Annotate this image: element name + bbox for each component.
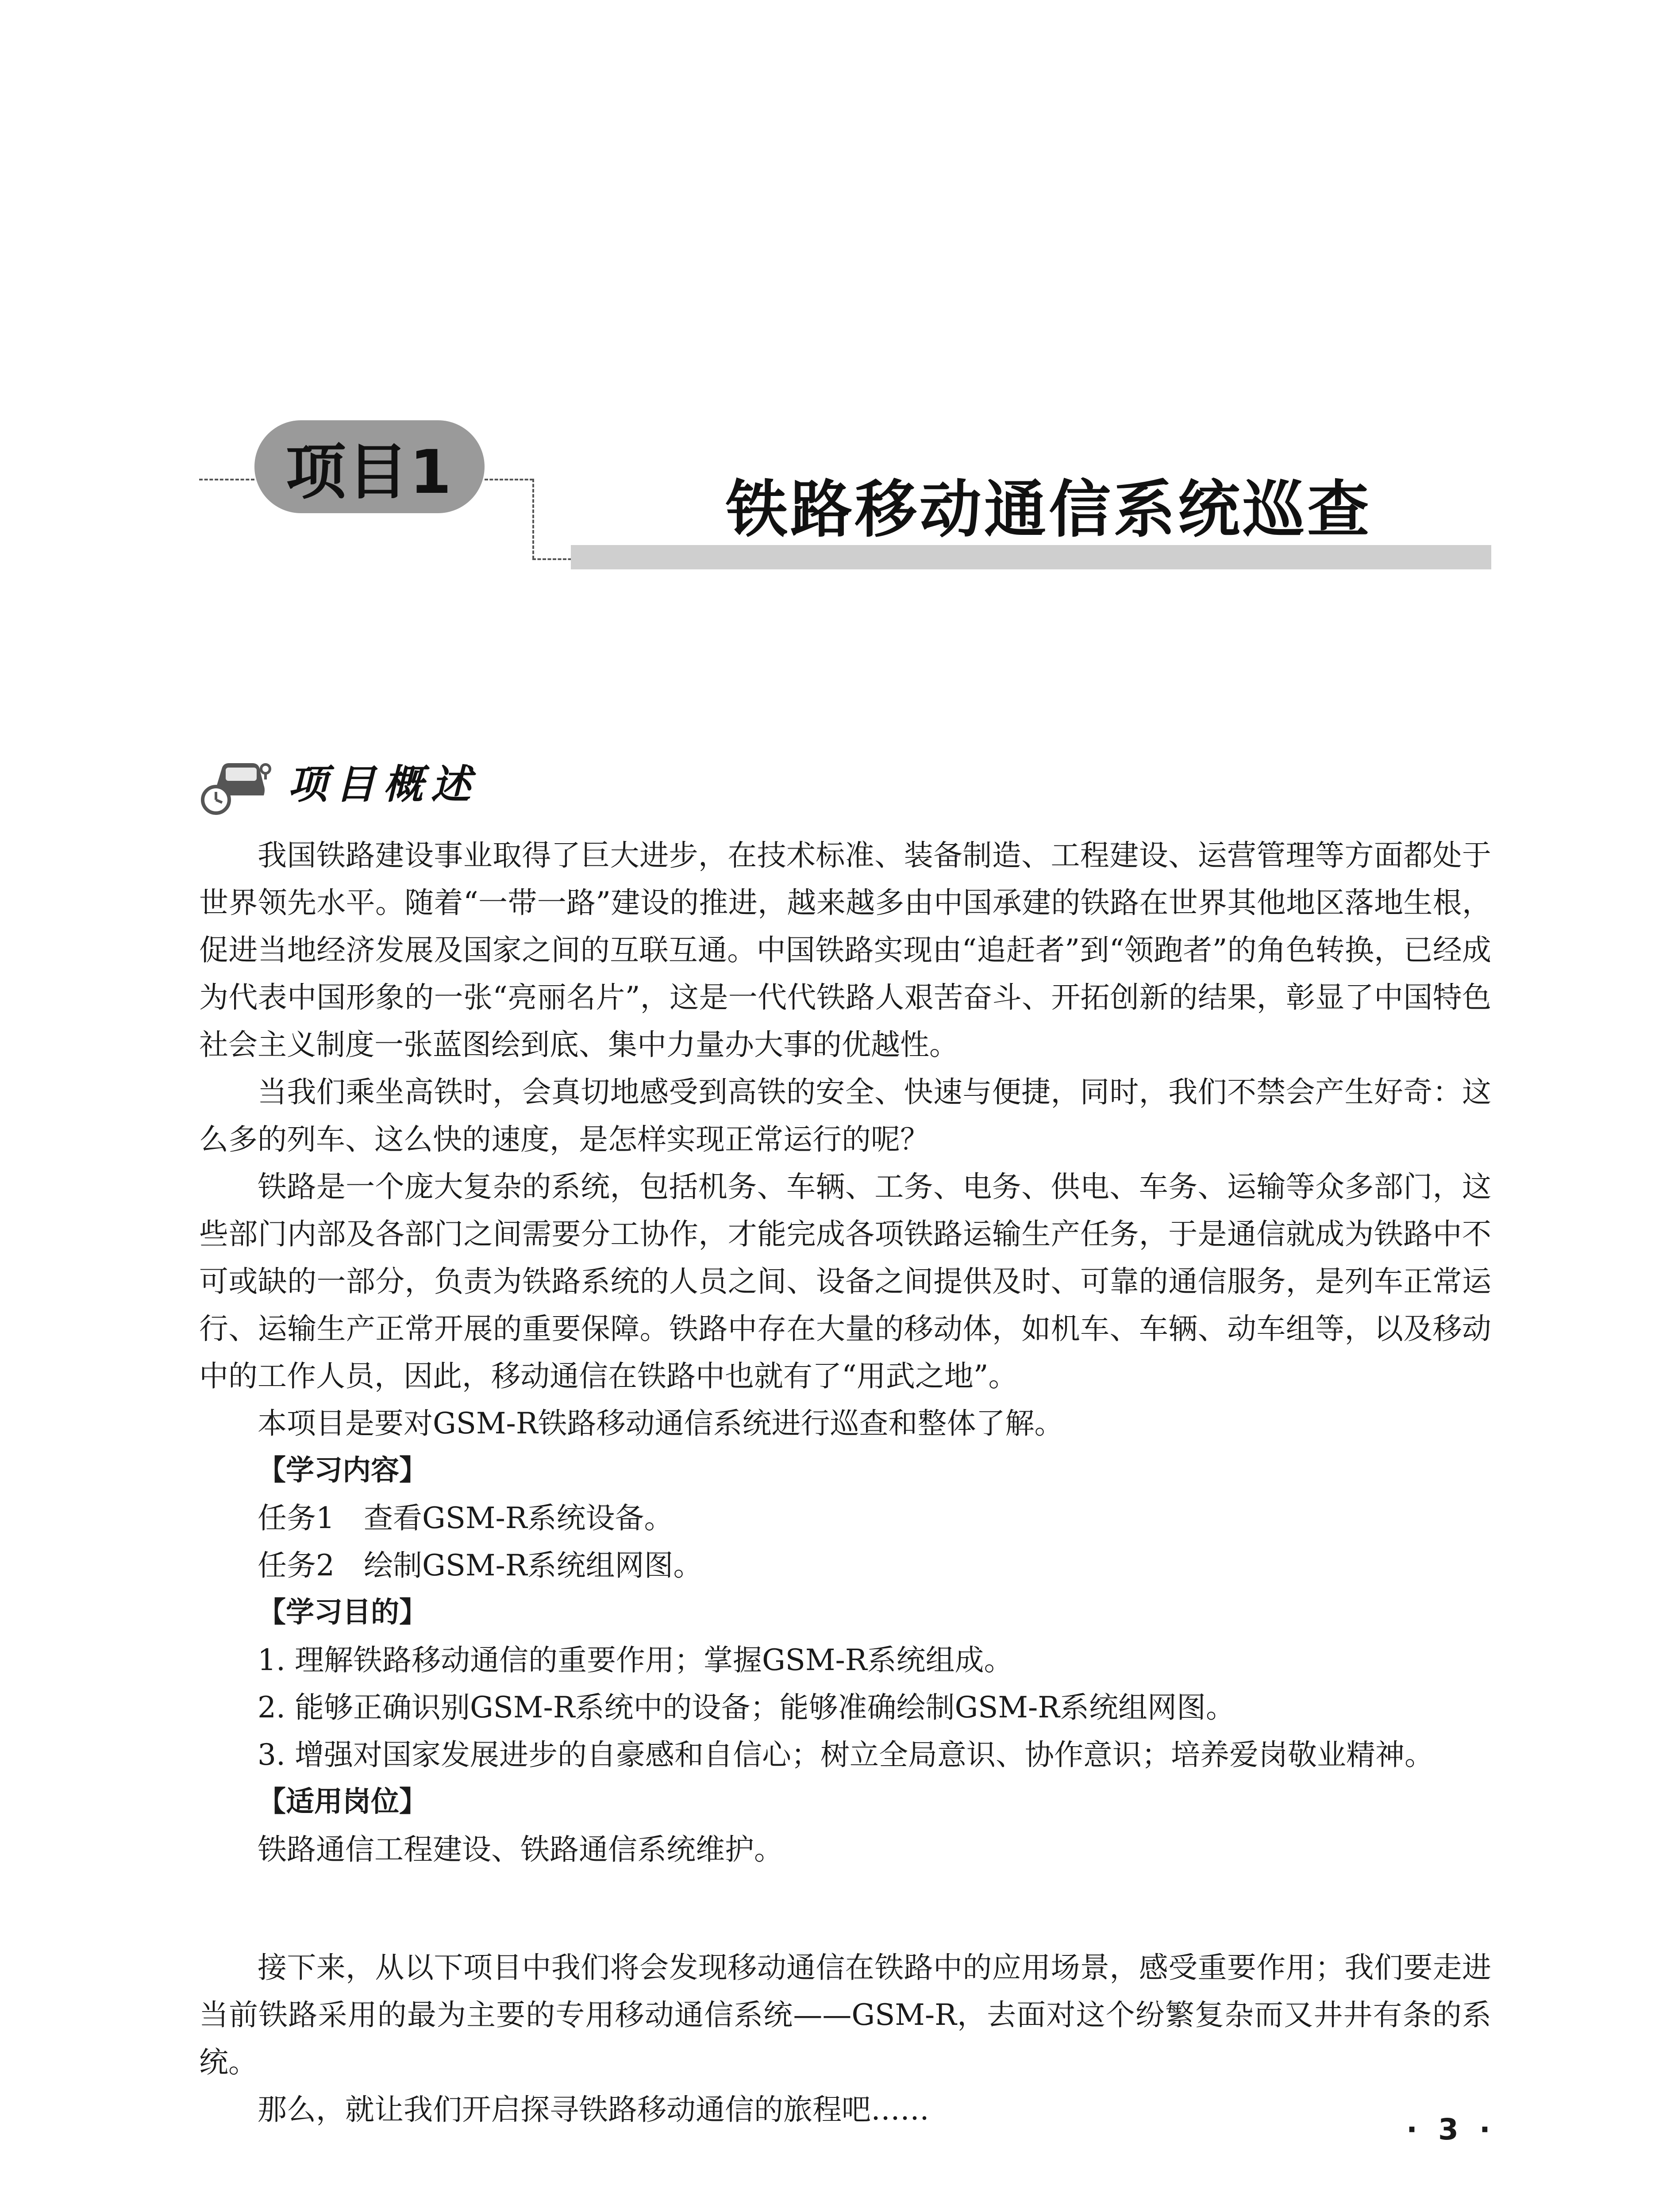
header-dash-vertical bbox=[532, 479, 534, 559]
car-clock-icon bbox=[199, 743, 274, 818]
learning-goal-item: 2. 能够正确识别GSM-R系统中的设备；能够准确绘制GSM-R系统组网图。 bbox=[258, 1690, 1235, 1724]
paragraph: 本项目是要对GSM-R铁路移动通信系统进行巡查和整体了解。 bbox=[258, 1406, 1064, 1440]
paragraph: 当我们乘坐高铁时，会真切地感受到高铁的安全、快速与便捷，同时，我们不禁会产生好奇：这么多的列车、这么快的速度，是怎样实现正常运行的呢？ bbox=[199, 1075, 1491, 1156]
header-dash-right bbox=[485, 479, 533, 480]
section-title: 项目概述 bbox=[288, 761, 479, 808]
page-number: · 3 · bbox=[1406, 2112, 1496, 2147]
paragraph: 我国铁路建设事业取得了巨大进步，在技术标准、装备制造、工程建设、运营管理等方面都处于世界领先水平。随着“一带一路”建设的推进，越来越多由中国承建的铁路在世界其他地区落地生根，促进当地经济发展及国家之间的互联互通。中国铁路实现由“追赶者”到“领跑者”的角色转换，已经成为代表中国形象的一张“亮丽名片”，这是一代代铁路人艰苦奋斗、开拓创新的结果，彰显了中国特色社会主义制度一张蓝图绘到底、集中力量办大事的优越性。 bbox=[199, 838, 1491, 1062]
closing-paragraph: 接下来，从以下项目中我们将会发现移动通信在铁路中的应用场景，感受重要作用；我们要走进当前铁路采用的最为主要的专用移动通信系统——GSM-R，去面对这个纷繁复杂而又井井有条的系统。 bbox=[199, 1951, 1491, 2079]
project-badge-label: 项目1 bbox=[285, 438, 454, 507]
body-text bbox=[199, 832, 1491, 2133]
paragraph: 铁路是一个庞大复杂的系统，包括机务、车辆、工务、电务、供电、车务、运输等众多部门，这些部门内部及各部门之间需要分工协作，才能完成各项铁路运输生产任务，于是通信就成为铁路中不可或缺的一部分，负责为铁路系统的人员之间、设备之间提供及时、可靠的通信服务，是列车正常运行、运输生产正常开展的重要保障。铁路中存在大量的移动体，如机车、车辆、动车组等，以及移动中的工作人员，因此，移动通信在铁路中也就有了“用武之地”。 bbox=[199, 1170, 1491, 1393]
learning-goal-item: 1. 理解铁路移动通信的重要作用；掌握GSM-R系统组成。 bbox=[258, 1643, 1013, 1677]
header-dash-bottom bbox=[532, 558, 577, 560]
learning-goals-heading: 【学习目的】 bbox=[258, 1596, 427, 1629]
learning-content-item: 任务2 绘制GSM-R系统组网图。 bbox=[258, 1548, 703, 1582]
position-item: 铁路通信工程建设、铁路通信系统维护。 bbox=[258, 1832, 783, 1866]
page-title: 铁路移动通信系统巡查 bbox=[726, 474, 1372, 546]
project-badge bbox=[254, 420, 485, 513]
learning-content-item: 任务1 查看GSM-R系统设备。 bbox=[258, 1501, 674, 1535]
learning-content-heading: 【学习内容】 bbox=[258, 1454, 427, 1487]
spacer bbox=[199, 1873, 1491, 1944]
header-dash-left bbox=[199, 479, 254, 480]
closing-paragraph: 那么，就让我们开启探寻铁路移动通信的旅程吧…… bbox=[258, 2093, 929, 2127]
learning-goal-item: 3. 增强对国家发展进步的自豪感和自信心；树立全局意识、协作意识；培养爱岗敬业精神。 bbox=[258, 1738, 1434, 1772]
positions-heading: 【适用岗位】 bbox=[258, 1786, 427, 1818]
